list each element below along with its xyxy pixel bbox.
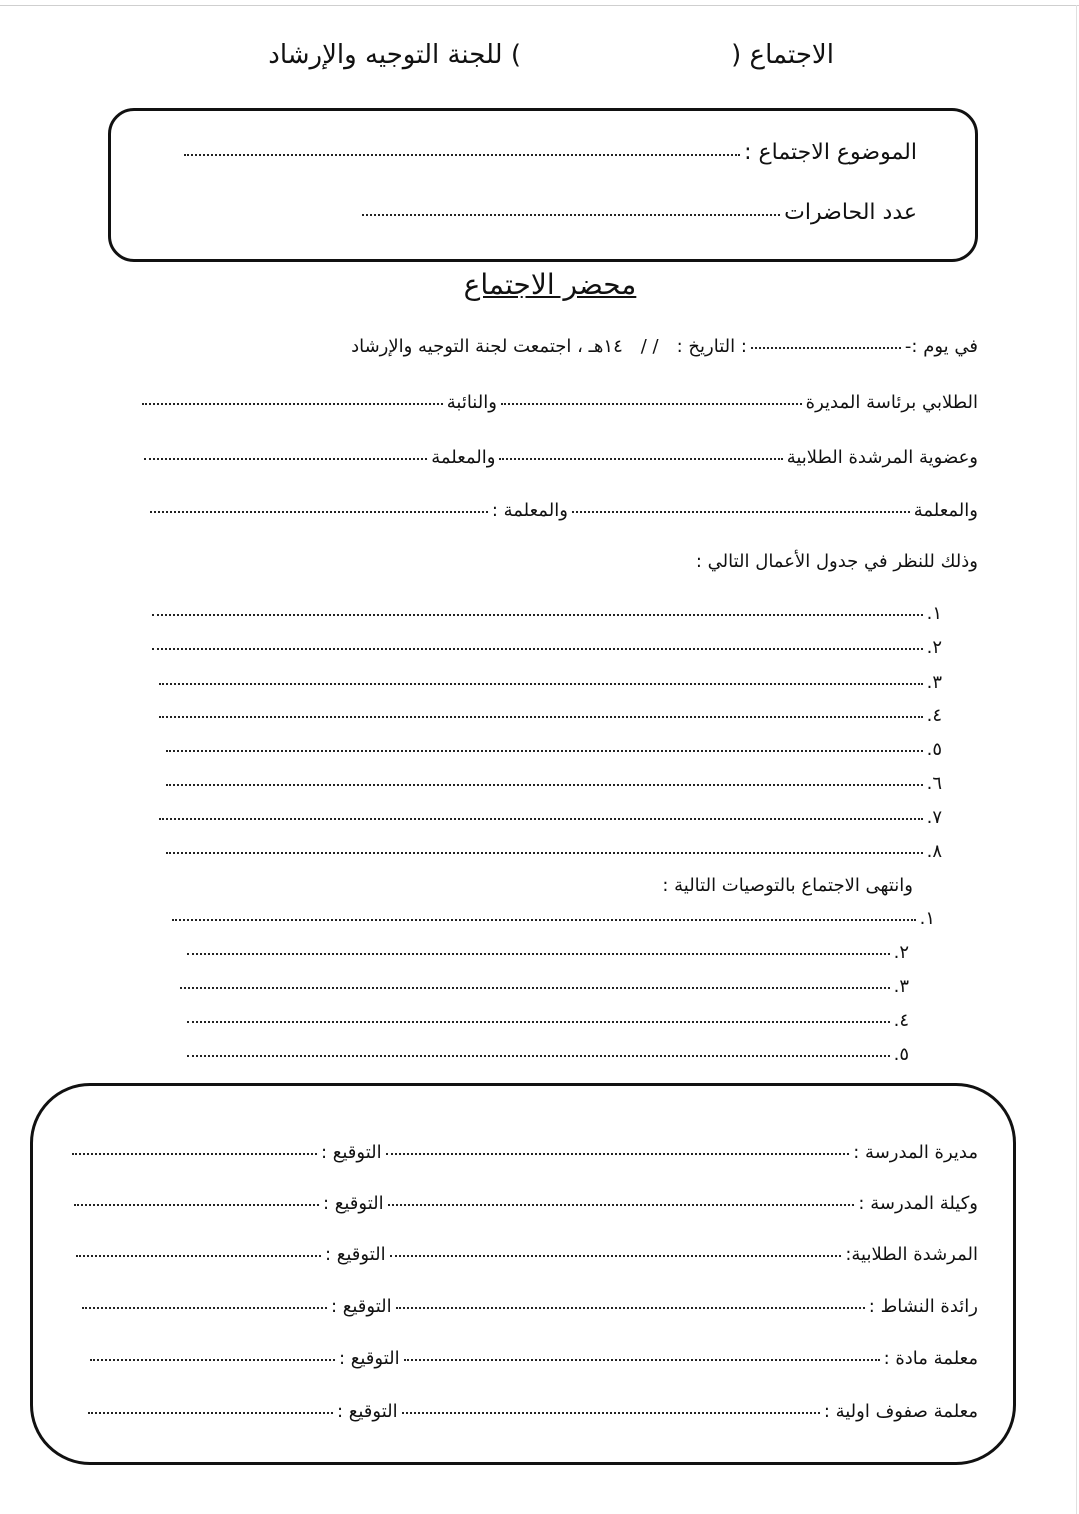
recommendation-blank [187, 1021, 890, 1023]
day-blank[interactable] [751, 347, 901, 349]
subject-blank [184, 154, 740, 156]
counselor-label: وعضوية المرشدة الطلابية [786, 447, 978, 468]
agenda-item[interactable] [155, 705, 942, 726]
name-blank[interactable] [404, 1359, 880, 1361]
agenda-item[interactable] [148, 637, 942, 658]
agenda-number: ٧. [926, 807, 942, 828]
role-label: وكيلة المدرسة : [858, 1193, 978, 1214]
name-blank[interactable] [390, 1255, 842, 1257]
sign-label: التوقيع : [331, 1296, 392, 1317]
meeting-info-box [108, 108, 978, 262]
signature-row [70, 1193, 978, 1214]
sign-label: التوقيع : [337, 1401, 398, 1422]
recommendation-item[interactable] [183, 942, 909, 963]
intro-line-2 [138, 392, 978, 413]
recommendation-item[interactable] [183, 1044, 909, 1065]
role-label: معلمة مادة : [883, 1348, 978, 1369]
minutes-heading: محضر الاجتماع [463, 268, 637, 301]
signature-row [68, 1142, 978, 1163]
title-committee: ) للجنة التوجيه والإرشاد [268, 40, 521, 70]
date-label: : التاريخ : [676, 336, 747, 357]
signature-blank[interactable] [74, 1204, 319, 1206]
attendees-label: عدد الحاضرات [784, 200, 917, 225]
attendees-blank [362, 214, 780, 216]
recommendation-number: ٤. [893, 1010, 909, 1031]
sign-label: التوقيع : [321, 1142, 382, 1163]
counselor-blank[interactable] [499, 458, 782, 460]
agenda-number: ٣. [926, 672, 942, 693]
recommendation-blank [187, 1055, 890, 1057]
agenda-item[interactable] [162, 841, 942, 862]
recommendation-item[interactable] [183, 1010, 909, 1031]
recommendation-number: ٥. [893, 1044, 909, 1065]
agenda-number: ٥. [926, 739, 942, 760]
recommendation-number: ٣. [893, 976, 909, 997]
teacher3-label: والمعلمة : [491, 500, 568, 521]
agenda-blank [159, 716, 923, 718]
recommendation-number: ١. [919, 908, 935, 929]
title-meeting: الاجتماع ( [731, 40, 834, 70]
signature-row [72, 1244, 978, 1265]
agenda-blank [166, 784, 923, 786]
recommendation-number: ٢. [893, 942, 909, 963]
recommendation-item[interactable] [168, 908, 935, 929]
signature-blank[interactable] [90, 1359, 335, 1361]
role-label: معلمة صفوف اولية : [823, 1401, 978, 1422]
subject-field[interactable] [180, 140, 917, 165]
teacher2-label: والمعلمة [913, 500, 978, 521]
director-blank[interactable] [501, 403, 802, 405]
agenda-item[interactable] [162, 739, 942, 760]
agenda-intro: وذلك للنظر في جدول الأعمال التالي : [695, 551, 978, 572]
agenda-item[interactable] [155, 807, 942, 828]
agenda-blank [152, 648, 923, 650]
recommendations-intro: وانتهى الاجتماع بالتوصيات التالية : [662, 875, 913, 896]
deputy-label: والنائبة [446, 392, 497, 413]
agenda-number: ٦. [926, 773, 942, 794]
agenda-number: ٤. [926, 705, 942, 726]
agenda-blank [166, 852, 923, 854]
sign-label: التوقيع : [339, 1348, 400, 1369]
agenda-blank [166, 750, 923, 752]
role-label: المرشدة الطلابية: [845, 1244, 978, 1265]
page-right-border [1076, 5, 1077, 1514]
recommendation-blank [180, 987, 890, 989]
agenda-number: ٢. [926, 637, 942, 658]
role-label: مديرة المدرسة : [853, 1142, 978, 1163]
signature-blank[interactable] [88, 1412, 333, 1414]
director-label: الطلابي برئاسة المديرة [805, 392, 978, 413]
teacher3-blank[interactable] [150, 511, 488, 513]
subject-label: الموضوع الاجتماع : [744, 140, 917, 165]
agenda-blank [152, 614, 923, 616]
agenda-item[interactable] [162, 773, 942, 794]
agenda-blank [159, 683, 923, 685]
teacher-blank[interactable] [144, 458, 427, 460]
name-blank[interactable] [388, 1204, 855, 1206]
teacher-label: والمعلمة [431, 447, 496, 468]
role-label: رائدة النشاط : [868, 1296, 978, 1317]
name-blank[interactable] [396, 1307, 865, 1309]
date-slashes[interactable]: / / [640, 336, 659, 357]
agenda-item[interactable] [148, 603, 942, 624]
deputy-blank[interactable] [142, 403, 443, 405]
attendees-field[interactable] [358, 200, 917, 225]
agenda-number: ١. [926, 603, 942, 624]
recommendation-blank [172, 919, 916, 921]
teacher2-blank[interactable] [572, 511, 910, 513]
day-label: في يوم :- [904, 336, 978, 357]
recommendation-item[interactable] [176, 976, 909, 997]
agenda-item[interactable] [155, 672, 942, 693]
intro-line-1 [146, 336, 978, 357]
name-blank[interactable] [402, 1412, 820, 1414]
signature-row [84, 1401, 978, 1422]
agenda-number: ٨. [926, 841, 942, 862]
intro-line-3 [140, 447, 978, 468]
name-blank[interactable] [386, 1153, 850, 1155]
sign-label: التوقيع : [323, 1193, 384, 1214]
intro-text: ١٤هـ ، اجتمعت لجنة التوجيه والإرشاد [351, 336, 623, 357]
agenda-blank [159, 818, 923, 820]
signature-row [78, 1296, 978, 1317]
signature-row [86, 1348, 978, 1369]
recommendation-blank [187, 953, 890, 955]
sign-label: التوقيع : [325, 1244, 386, 1265]
intro-line-4 [146, 500, 978, 521]
page-top-border [0, 5, 1079, 6]
signature-blank[interactable] [76, 1255, 321, 1257]
signature-blank[interactable] [82, 1307, 327, 1309]
signature-blank[interactable] [72, 1153, 317, 1155]
